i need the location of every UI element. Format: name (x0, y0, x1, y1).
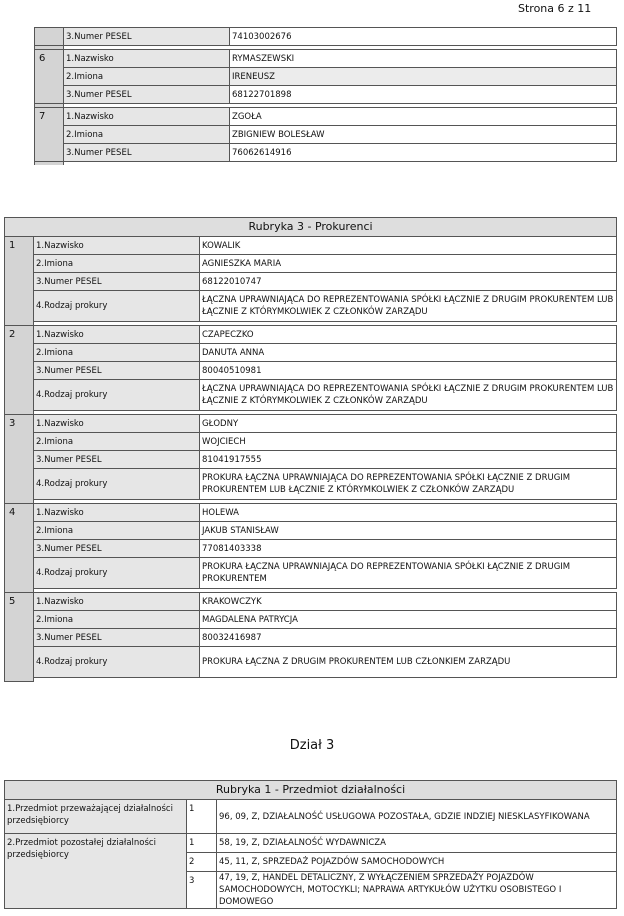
field-value: ZGOŁA (230, 108, 617, 126)
field-value: ŁĄCZNA UPRAWNIAJĄCA DO REPREZENTOWANIA SPÓŁKI ŁĄCZNIE Z DRUGIM PROKURENTEM LUB ŁĄCZNIE Z KTÓRYMKOLWIEK Z CZŁONKÓW ZARZĄDU (200, 380, 617, 411)
prokurent-number: 3 (5, 415, 34, 504)
prokurent-row (5, 237, 617, 255)
prokurent-row (5, 469, 617, 500)
field-value: CZAPECZKO (200, 326, 617, 344)
field-label: 4.Rodzaj prokury (34, 469, 200, 500)
prokurent-row (5, 593, 617, 611)
prokurent-row (5, 504, 617, 522)
field-value: PROKURA ŁĄCZNA UPRAWNIAJĄCA DO REPREZENTOWANIA SPÓŁKI ŁĄCZNIE Z DRUGIM PROKURENTEM (200, 558, 617, 589)
prokurent-row (5, 291, 617, 322)
activity-number: 1 (187, 834, 217, 853)
field-value: DANUTA ANNA (200, 344, 617, 362)
person-row (35, 126, 617, 144)
activity-group-label: 2.Przedmiot pozostałej działalności przedsiębiorcy (5, 834, 187, 909)
field-label: 3.Numer PESEL (34, 629, 200, 647)
person-row (35, 50, 617, 68)
prokurent-row (5, 647, 617, 678)
field-value: RYMASZEWSKI (230, 50, 617, 68)
field-value: 81041917555 (200, 451, 617, 469)
field-value: 76062614916 (230, 144, 617, 162)
person-number: 6 (35, 50, 64, 104)
field-value: IRENEUSZ (230, 68, 617, 86)
przedmiot-title: Rubryka 1 - Przedmiot działalności (5, 781, 617, 800)
activity-value: 47, 19, Z, HANDEL DETALICZNY, Z WYŁĄCZENIEM SPRZEDAŻY POJAZDÓW SAMOCHODOWYCH, MOTOCYKLI; NAPRAWA ARTYKUŁÓW UŻYTKU OSOBISTEGO I DOMOWEGO (217, 872, 617, 909)
field-value: ZBIGNIEW BOLESŁAW (230, 126, 617, 144)
prokurent-row (5, 344, 617, 362)
persons-top-table (34, 27, 617, 165)
activity-number: 1 (187, 800, 217, 834)
field-label: 2.Imiona (34, 611, 200, 629)
field-label: 2.Imiona (64, 68, 230, 86)
prokurent-row (5, 433, 617, 451)
field-label: 4.Rodzaj prokury (34, 380, 200, 411)
field-label: 3.Numer PESEL (34, 273, 200, 291)
przedmiot-table (4, 780, 617, 909)
activity-row (5, 800, 617, 834)
field-label: 2.Imiona (34, 433, 200, 451)
field-value: 77081403338 (200, 540, 617, 558)
field-value: WOJCIECH (200, 433, 617, 451)
field-label: 2.Imiona (34, 255, 200, 273)
field-value: KRAKOWCZYK (200, 593, 617, 611)
field-label: 1.Nazwisko (34, 237, 200, 255)
activity-value: 58, 19, Z, DZIAŁALNOŚĆ WYDAWNICZA (217, 834, 617, 853)
field-label: 1.Nazwisko (34, 504, 200, 522)
person-row (35, 86, 617, 104)
activity-row (5, 834, 617, 853)
field-label: 3.Numer PESEL (64, 144, 230, 162)
person-number: 7 (35, 108, 64, 162)
prokurent-row (5, 326, 617, 344)
prokurent-row (5, 522, 617, 540)
field-label: 2.Imiona (34, 522, 200, 540)
person-row (35, 68, 617, 86)
field-value: PROKURA ŁĄCZNA UPRAWNIAJĄCA DO REPREZENTOWANIA SPÓŁKI ŁĄCZNIE Z DRUGIM PROKURENTEM LUB ŁĄCZNIE Z KTÓRYMKOLWIEK Z CZŁONKÓW ZARZĄDU (200, 469, 617, 500)
field-label: 4.Rodzaj prokury (34, 558, 200, 589)
prokurent-row (5, 362, 617, 380)
activity-value: 45, 11, Z, SPRZEDAŻ POJAZDÓW SAMOCHODOWYCH (217, 853, 617, 872)
field-value: JAKUB STANISŁAW (200, 522, 617, 540)
field-label: 3.Numer PESEL (64, 86, 230, 104)
field-value: 68122010747 (200, 273, 617, 291)
field-value: 74103002676 (230, 28, 617, 46)
field-label: 3.Numer PESEL (34, 540, 200, 558)
prokurent-row (5, 558, 617, 589)
field-label: 1.Nazwisko (64, 108, 230, 126)
field-value: HOLEWA (200, 504, 617, 522)
prokurent-number: 4 (5, 504, 34, 593)
prokurent-row (5, 540, 617, 558)
prokurent-row (5, 415, 617, 433)
field-label: 3.Numer PESEL (34, 451, 200, 469)
field-label: 1.Nazwisko (34, 593, 200, 611)
prokurent-row (5, 380, 617, 411)
prokurent-row (5, 629, 617, 647)
prokurenci-table (4, 217, 617, 682)
person-row (35, 108, 617, 126)
field-label: 2.Imiona (34, 344, 200, 362)
person-row (35, 28, 617, 46)
activity-number: 3 (187, 872, 217, 909)
field-label: 1.Nazwisko (34, 326, 200, 344)
field-value: ŁĄCZNA UPRAWNIAJĄCA DO REPREZENTOWANIA SPÓŁKI ŁĄCZNIE Z DRUGIM PROKURENTEM LUB ŁĄCZNIE Z KTÓRYMKOLWIEK Z CZŁONKÓW ZARZĄDU (200, 291, 617, 322)
activity-number: 2 (187, 853, 217, 872)
prokurent-row (5, 611, 617, 629)
activity-value: 96, 09, Z, DZIAŁALNOŚĆ USŁUGOWA POZOSTAŁA, GDZIE INDZIEJ NIESKLASYFIKOWANA (217, 800, 617, 834)
page-number: Strona 6 z 11 (518, 2, 592, 15)
field-label: 2.Imiona (64, 126, 230, 144)
dzial-title: Dział 3 (289, 738, 335, 753)
field-label: 3.Numer PESEL (34, 362, 200, 380)
prokurent-row (5, 273, 617, 291)
field-value: AGNIESZKA MARIA (200, 255, 617, 273)
prokurent-number: 1 (5, 237, 34, 326)
prokurenci-title: Rubryka 3 - Prokurenci (5, 218, 617, 237)
prokurent-row (5, 255, 617, 273)
field-value: 80040510981 (200, 362, 617, 380)
field-value: GŁODNY (200, 415, 617, 433)
field-value: KOWALIK (200, 237, 617, 255)
field-label: 4.Rodzaj prokury (34, 291, 200, 322)
person-number (35, 28, 64, 46)
field-label: 4.Rodzaj prokury (34, 647, 200, 678)
prokurent-number: 5 (5, 593, 34, 682)
field-label: 3.Numer PESEL (64, 28, 230, 46)
field-value: MAGDALENA PATRYCJA (200, 611, 617, 629)
field-label: 1.Nazwisko (34, 415, 200, 433)
activity-group-label: 1.Przedmiot przeważającej działalności przedsiębiorcy (5, 800, 187, 834)
prokurent-row (5, 451, 617, 469)
field-value: PROKURA ŁĄCZNA Z DRUGIM PROKURENTEM LUB CZŁONKIEM ZARZĄDU (200, 647, 617, 678)
field-value: 68122701898 (230, 86, 617, 104)
person-row (35, 144, 617, 162)
prokurent-number: 2 (5, 326, 34, 415)
field-label: 1.Nazwisko (64, 50, 230, 68)
field-value: 80032416987 (200, 629, 617, 647)
